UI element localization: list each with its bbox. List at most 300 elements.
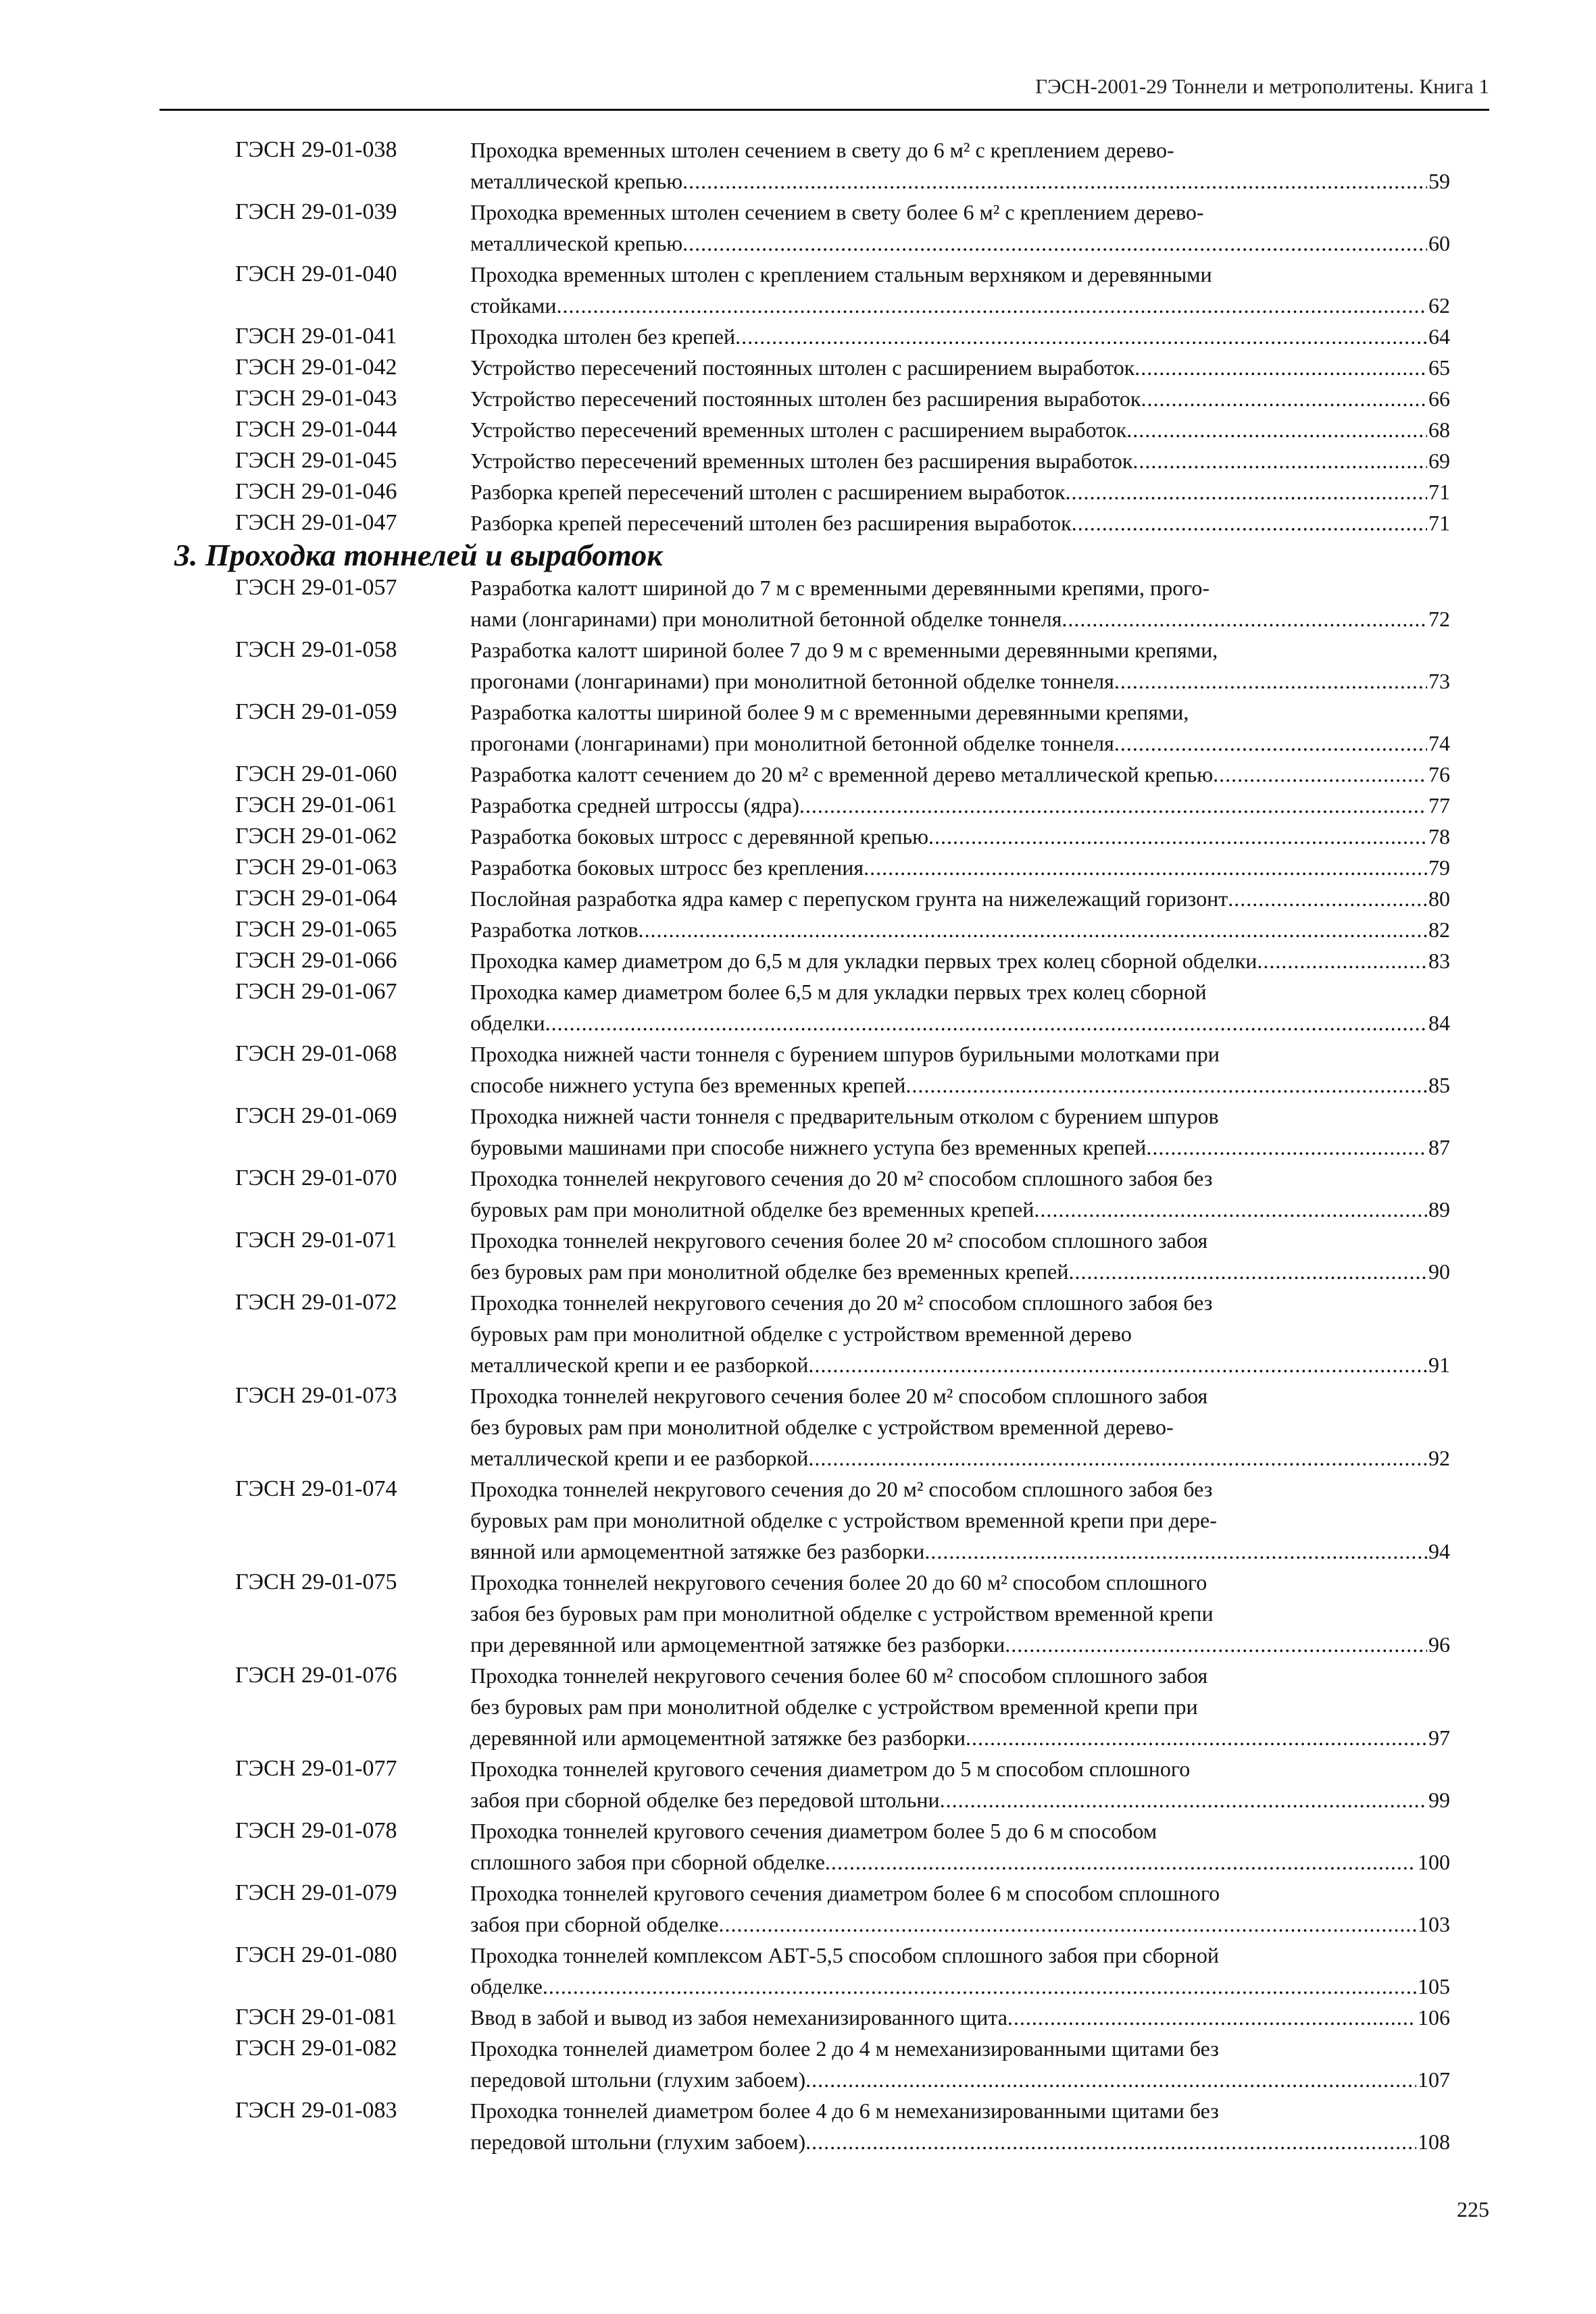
entry-title-text: при деревянной или армоцементной затяжке без разборки: [470, 1632, 1005, 1657]
toc-entry: [0, 1940, 1596, 2002]
entry-title-line: Проходка временных штолен сечением в свету более 6 м² с креплением дерево-: [470, 200, 1204, 224]
entry-title-line: Проходка камер диаметром более 6,5 м для укладки первых трех колец сборной: [470, 980, 1207, 1004]
entry-page-number: 78: [1428, 824, 1450, 849]
entry-title-text: Устройство пересечений временных штолен без расширения выработок: [470, 449, 1133, 473]
toc-entry: [0, 852, 1596, 883]
dot-leader: [940, 1784, 1427, 1815]
toc-entry: [0, 2095, 1596, 2157]
entry-page-number: 89: [1428, 1197, 1450, 1222]
entry-title-lines: [470, 1567, 1450, 1629]
entry-title-last-line: [470, 1784, 1450, 1815]
toc-group-after: [0, 572, 1596, 2157]
entry-title-lines: [470, 1038, 1450, 1070]
toc-entry: [0, 1753, 1596, 1815]
entry-title-text: Устройство пересечений постоянных штолен с расширением выработок: [470, 355, 1135, 380]
entry-title-line: Проходка тоннелей диаметром более 4 до 6 м немеханизированными щитами без: [470, 2098, 1219, 2123]
entry-title-text: металлической крепи и ее разборкой: [470, 1446, 809, 1470]
entry-page-number: 77: [1428, 793, 1450, 818]
entry-title-line: забоя без буровых рам при монолитной обделке с устройством временной крепи: [470, 1601, 1214, 1626]
entry-page-number: 90: [1428, 1259, 1450, 1284]
toc-entry: [0, 321, 1596, 352]
entry-title-text: обделке: [470, 1974, 543, 1998]
toc-entry: [0, 914, 1596, 945]
entry-page-number: 80: [1428, 886, 1450, 911]
toc-entry: [0, 1287, 1596, 1380]
entry-title-text: Проходка штолен без крепей: [470, 324, 736, 349]
entry-title: [470, 1878, 1450, 1940]
dot-leader: [1213, 759, 1427, 790]
entry-title-last-line: [470, 2064, 1450, 2095]
entry-title-lines: [470, 1287, 1450, 1349]
entry-title-lines: [470, 2033, 1450, 2064]
entry-title-last-line: [470, 352, 1450, 383]
entry-title-text: нами (лонгаринами) при монолитной бетонной обделке тоннеля: [470, 607, 1062, 631]
entry-code: ГЭСН 29-01-073: [235, 1383, 397, 1408]
entry-title-line: Проходка тоннелей комплексом АБТ-5,5 способом сплошного забоя при сборной: [470, 1943, 1219, 1967]
toc-entry: [0, 383, 1596, 414]
toc-entry: [0, 1163, 1596, 1225]
entry-title-last-line: [470, 476, 1450, 507]
entry-title: [470, 1753, 1450, 1815]
entry-code: ГЭСН 29-01-069: [235, 1103, 397, 1128]
entry-title-text: Послойная разработка ядра камер с перепуском грунта на нижележащий горизонт: [470, 886, 1228, 911]
entry-title-text: Разборка крепей пересечений штолен без расширения выработок: [470, 511, 1072, 535]
entry-title-last-line: [470, 1629, 1450, 1660]
entry-title: [470, 1163, 1450, 1225]
entry-code: ГЭСН 29-01-077: [235, 1756, 397, 1781]
entry-title: [470, 2002, 1450, 2033]
entry-code: ГЭСН 29-01-064: [235, 886, 397, 911]
entry-title-last-line: [470, 1442, 1450, 1474]
entry-code: ГЭСН 29-01-071: [235, 1228, 397, 1253]
dot-leader: [1146, 1132, 1427, 1163]
toc-entry: [0, 1567, 1596, 1660]
toc-entry: [0, 1878, 1596, 1940]
entry-page-number: 72: [1428, 607, 1450, 631]
entry-title-last-line: [470, 228, 1450, 259]
entry-title: [470, 476, 1450, 507]
entry-title: [470, 821, 1450, 852]
running-header: ГЭСН-2001-29 Тоннели и метрополитены. Книга 1: [1035, 74, 1489, 98]
entry-code: ГЭСН 29-01-068: [235, 1041, 397, 1066]
entry-title-line: Проходка тоннелей диаметром более 2 до 4 м немеханизированными щитами без: [470, 2036, 1219, 2061]
entry-title-lines: [470, 1163, 1450, 1194]
entry-title-last-line: [470, 2002, 1450, 2033]
entry-title-line: Проходка нижней части тоннеля с бурением шпуров бурильными молотками при: [470, 1042, 1220, 1066]
entry-title: [470, 2095, 1450, 2157]
entry-title-lines: [470, 976, 1450, 1007]
entry-code: ГЭСН 29-01-041: [235, 324, 397, 349]
toc-entry: [0, 476, 1596, 507]
dot-leader: [1126, 414, 1427, 445]
entry-title-line: Разработка калотт шириной до 7 м с временными деревянными крепями, прого-: [470, 576, 1210, 600]
entry-title-last-line: [470, 290, 1450, 321]
entry-title-lines: [470, 134, 1450, 166]
entry-title: [470, 852, 1450, 883]
entry-title-lines: [470, 1660, 1450, 1722]
entry-title: [470, 790, 1450, 821]
entry-title-last-line: [470, 445, 1450, 476]
entry-title-last-line: [470, 914, 1450, 945]
entry-title-text: передовой штольни (глухим забоем): [470, 2067, 806, 2092]
entry-page-number: 94: [1428, 1539, 1450, 1563]
entry-title-last-line: [470, 945, 1450, 976]
entry-page-number: 59: [1428, 169, 1450, 193]
entry-title-lines: [470, 697, 1450, 728]
dot-leader: [1134, 352, 1427, 383]
entry-page-number: 108: [1418, 2130, 1450, 2154]
entry-title-last-line: [470, 2126, 1450, 2157]
entry-title-last-line: [470, 1971, 1450, 2002]
section-heading: 3. Проходка тоннелей и выработок: [174, 538, 663, 572]
toc-entry: [0, 976, 1596, 1038]
entry-page-number: 74: [1428, 731, 1450, 755]
entry-title-last-line: [470, 603, 1450, 634]
entry-title-last-line: [470, 728, 1450, 759]
entry-title-lines: [470, 197, 1450, 228]
toc-group-before: [0, 134, 1596, 538]
entry-title: [470, 883, 1450, 914]
dot-leader: [928, 821, 1427, 852]
entry-page-number: 85: [1428, 1073, 1450, 1097]
entry-title-text: металлической крепью: [470, 169, 683, 193]
entry-code: ГЭСН 29-01-081: [235, 2005, 397, 2030]
entry-title-last-line: [470, 1132, 1450, 1163]
entry-title-text: Проходка камер диаметром до 6,5 м для укладки первых трех колец сборной обделки: [470, 949, 1257, 973]
entry-title-last-line: [470, 507, 1450, 538]
entry-page-number: 100: [1418, 1850, 1450, 1874]
header-rule: [159, 109, 1489, 111]
toc-entry: [0, 445, 1596, 476]
entry-title-text: обделки: [470, 1011, 545, 1035]
entry-title-text: металлической крепи и ее разборкой: [470, 1353, 809, 1377]
entry-title-last-line: [470, 852, 1450, 883]
entry-title-text: способе нижнего уступа без временных крепей: [470, 1073, 906, 1097]
dot-leader: [1034, 1194, 1427, 1225]
toc-entry: [0, 1038, 1596, 1101]
entry-title: [470, 1474, 1450, 1567]
entry-title-last-line: [470, 321, 1450, 352]
entry-title-line: Разработка калотты шириной более 9 м с временными деревянными крепями,: [470, 700, 1189, 724]
entry-title-line: Проходка временных штолен с креплением стальным верхняком и деревянными: [470, 262, 1212, 286]
entry-page-number: 107: [1418, 2067, 1450, 2092]
entry-page-number: 99: [1428, 1788, 1450, 1812]
toc-entry: [0, 634, 1596, 697]
entry-code: ГЭСН 29-01-076: [235, 1663, 397, 1688]
entry-title: [470, 1660, 1450, 1753]
dot-leader: [1005, 1629, 1427, 1660]
entry-code: ГЭСН 29-01-043: [235, 386, 397, 411]
entry-title-text: сплошного забоя при сборной обделке: [470, 1850, 825, 1874]
entry-title: [470, 2033, 1450, 2095]
entry-title: [470, 1567, 1450, 1660]
toc-entry: [0, 414, 1596, 445]
entry-page-number: 79: [1428, 855, 1450, 880]
dot-leader: [682, 228, 1427, 259]
entry-title: [470, 1225, 1450, 1287]
entry-code: ГЭСН 29-01-062: [235, 824, 397, 849]
dot-leader: [825, 1846, 1416, 1878]
entry-title-lines: [470, 634, 1450, 665]
entry-code: ГЭСН 29-01-039: [235, 199, 397, 224]
dot-leader: [966, 1722, 1427, 1753]
entry-title: [470, 945, 1450, 976]
entry-title-line: буровых рам при монолитной обделке с устройством временной крепи при дере-: [470, 1508, 1217, 1532]
entry-code: ГЭСН 29-01-072: [235, 1290, 397, 1315]
dot-leader: [543, 1971, 1416, 2002]
entry-title-lines: [470, 572, 1450, 603]
entry-page-number: 64: [1428, 324, 1450, 349]
entry-title-text: металлической крепью: [470, 231, 683, 255]
entry-title: [470, 1101, 1450, 1163]
entry-title-text: прогонами (лонгаринами) при монолитной бетонной обделке тоннеля: [470, 731, 1114, 755]
toc-entry: [0, 507, 1596, 538]
entry-title: [470, 1815, 1450, 1878]
dot-leader: [1228, 883, 1427, 914]
table-of-contents: [0, 134, 1596, 2157]
entry-page-number: 68: [1428, 418, 1450, 442]
entry-title-line: Проходка тоннелей некругового сечения до 20 м² способом сплошного забоя без: [470, 1477, 1213, 1501]
entry-title-lines: [470, 1101, 1450, 1132]
toc-entry: [0, 759, 1596, 790]
entry-title-line: Проходка тоннелей некругового сечения более 20 до 60 м² способом сплошного: [470, 1570, 1207, 1594]
entry-title-last-line: [470, 1722, 1450, 1753]
entry-page-number: 65: [1428, 355, 1450, 380]
entry-title-line: Проходка нижней части тоннеля с предварительным отколом с бурением шпуров: [470, 1104, 1219, 1128]
dot-leader: [682, 166, 1427, 197]
entry-title-line: Проходка тоннелей кругового сечения диаметром более 5 до 6 м способом: [470, 1819, 1157, 1843]
dot-leader: [799, 790, 1427, 821]
entry-title-lines: [470, 1474, 1450, 1536]
entry-title-text: Устройство пересечений временных штолен с расширением выработок: [470, 418, 1127, 442]
dot-leader: [808, 1442, 1427, 1474]
entry-title-text: забоя при сборной обделке без передовой штольни: [470, 1788, 940, 1812]
toc-entry: [0, 1225, 1596, 1287]
entry-title-lines: [470, 1815, 1450, 1846]
entry-page-number: 71: [1428, 511, 1450, 535]
entry-title: [470, 697, 1450, 759]
toc-entry: [0, 572, 1596, 634]
entry-page-number: 83: [1428, 949, 1450, 973]
dot-leader: [545, 1007, 1427, 1038]
entry-title-text: стойками: [470, 293, 557, 318]
dot-leader: [805, 2064, 1416, 2095]
toc-entry: [0, 1474, 1596, 1567]
entry-title-text: вянной или армоцементной затяжке без разборки: [470, 1539, 925, 1563]
entry-page-number: 91: [1428, 1353, 1450, 1377]
entry-title-text: передовой штольни (глухим забоем): [470, 2130, 806, 2154]
entry-title-line: Проходка тоннелей кругового сечения диаметром более 6 м способом сплошного: [470, 1881, 1220, 1905]
entry-code: ГЭСН 29-01-078: [235, 1818, 397, 1843]
entry-title-line: Проходка временных штолен сечением в свету до 6 м² с креплением дерево-: [470, 138, 1174, 162]
entry-title-line: Проходка тоннелей кругового сечения диаметром до 5 м способом сплошного: [470, 1757, 1191, 1781]
page-number: 225: [1457, 2197, 1489, 2221]
entry-title-lines: [470, 1940, 1450, 1971]
dot-leader: [1066, 476, 1427, 507]
entry-title-text: забоя при сборной обделке: [470, 1912, 719, 1936]
entry-page-number: 76: [1428, 762, 1450, 786]
entry-code: ГЭСН 29-01-040: [235, 261, 397, 286]
entry-page-number: 105: [1418, 1974, 1450, 1998]
entry-title-last-line: [470, 414, 1450, 445]
entry-title-lines: [470, 1753, 1450, 1784]
entry-page-number: 103: [1418, 1912, 1450, 1936]
dot-leader: [1114, 728, 1427, 759]
entry-code: ГЭСН 29-01-080: [235, 1942, 397, 1967]
dot-leader: [1062, 603, 1427, 634]
entry-page-number: 87: [1428, 1135, 1450, 1159]
entry-page-number: 92: [1428, 1446, 1450, 1470]
toc-entry: [0, 883, 1596, 914]
entry-code: ГЭСН 29-01-047: [235, 510, 397, 535]
entry-title-text: Разработка калотт сечением до 20 м² с временной дерево металлической крепью: [470, 762, 1214, 786]
entry-code: ГЭСН 29-01-060: [235, 761, 397, 786]
entry-title-text: Разработка боковых штросс без крепления: [470, 855, 864, 880]
entry-code: ГЭСН 29-01-065: [235, 917, 397, 942]
entry-title-text: Ввод в забой и вывод из забоя немеханизированного щита: [470, 2005, 1007, 2030]
entry-title: [470, 1940, 1450, 2002]
dot-leader: [805, 2126, 1416, 2157]
entry-title-line: Разработка калотт шириной более 7 до 9 м с временными деревянными крепями,: [470, 638, 1218, 662]
entry-title: [470, 259, 1450, 321]
entry-title-last-line: [470, 1349, 1450, 1380]
dot-leader: [1141, 383, 1427, 414]
entry-title-last-line: [470, 383, 1450, 414]
entry-code: ГЭСН 29-01-082: [235, 2036, 397, 2061]
toc-entry: [0, 1101, 1596, 1163]
entry-title-line: буровых рам при монолитной обделке с устройством временной дерево: [470, 1322, 1132, 1346]
dot-leader: [808, 1349, 1427, 1380]
entry-code: ГЭСН 29-01-045: [235, 448, 397, 473]
entry-title-last-line: [470, 665, 1450, 697]
toc-entry: [0, 1380, 1596, 1474]
entry-code: ГЭСН 29-01-044: [235, 417, 397, 442]
entry-code: ГЭСН 29-01-059: [235, 699, 397, 724]
entry-title-text: буровых рам при монолитной обделке без временных крепей: [470, 1197, 1034, 1222]
entry-title-lines: [470, 259, 1450, 290]
toc-entry: [0, 352, 1596, 383]
entry-title-line: Проходка тоннелей некругового сечения более 20 м² способом сплошного забоя: [470, 1228, 1208, 1253]
entry-title-lines: [470, 1380, 1450, 1442]
entry-title: [470, 445, 1450, 476]
entry-title-last-line: [470, 790, 1450, 821]
toc-entry: [0, 2033, 1596, 2095]
entry-code: ГЭСН 29-01-063: [235, 855, 397, 880]
entry-title: [470, 759, 1450, 790]
entry-title-last-line: [470, 1536, 1450, 1567]
entry-title-text: Разработка средней штроссы (ядра): [470, 793, 799, 818]
entry-code: ГЭСН 29-01-042: [235, 355, 397, 380]
toc-entry: [0, 1660, 1596, 1753]
entry-title-text: прогонами (лонгаринами) при монолитной бетонной обделке тоннеля: [470, 669, 1114, 693]
entry-title: [470, 507, 1450, 538]
toc-entry: [0, 2002, 1596, 2033]
entry-code: ГЭСН 29-01-079: [235, 1880, 397, 1905]
entry-title: [470, 976, 1450, 1038]
toc-entry: [0, 259, 1596, 321]
dot-leader: [639, 914, 1427, 945]
entry-title: [470, 1287, 1450, 1380]
entry-title-line: Проходка тоннелей некругового сечения более 20 м² способом сплошного забоя: [470, 1384, 1208, 1408]
entry-title-last-line: [470, 1070, 1450, 1101]
toc-entry: [0, 134, 1596, 197]
entry-title-last-line: [470, 759, 1450, 790]
dot-leader: [1257, 945, 1427, 976]
dot-leader: [905, 1070, 1427, 1101]
entry-page-number: 84: [1428, 1011, 1450, 1035]
entry-title: [470, 383, 1450, 414]
entry-title: [470, 1380, 1450, 1474]
dot-leader: [557, 290, 1427, 321]
entry-title-text: деревянной или армоцементной затяжке без разборки: [470, 1726, 966, 1750]
entry-title: [470, 352, 1450, 383]
entry-title-last-line: [470, 166, 1450, 197]
entry-title: [470, 634, 1450, 697]
entry-title-line: без буровых рам при монолитной обделке с устройством временной дерево-: [470, 1415, 1174, 1439]
entry-page-number: 97: [1428, 1726, 1450, 1750]
entry-page-number: 106: [1418, 2005, 1450, 2030]
dot-leader: [1072, 507, 1427, 538]
entry-title-line: Проходка тоннелей некругового сечения до 20 м² способом сплошного забоя без: [470, 1166, 1213, 1190]
entry-title: [470, 572, 1450, 634]
entry-title-last-line: [470, 821, 1450, 852]
entry-title-text: Разработка боковых штросс с деревянной крепью: [470, 824, 929, 849]
entry-title: [470, 197, 1450, 259]
entry-code: ГЭСН 29-01-075: [235, 1569, 397, 1594]
entry-title: [470, 321, 1450, 352]
entry-code: ГЭСН 29-01-066: [235, 948, 397, 973]
entry-code: ГЭСН 29-01-038: [235, 137, 397, 162]
entry-title-text: Разборка крепей пересечений штолен с расширением выработок: [470, 480, 1066, 504]
toc-entry: [0, 197, 1596, 259]
entry-title: [470, 414, 1450, 445]
entry-title-last-line: [470, 883, 1450, 914]
dot-leader: [719, 1909, 1417, 1940]
toc-entry: [0, 821, 1596, 852]
entry-title-text: Разработка лотков: [470, 917, 639, 942]
entry-code: ГЭСН 29-01-083: [235, 2098, 397, 2123]
entry-title-line: без буровых рам при монолитной обделке с устройством временной крепи при: [470, 1694, 1198, 1719]
dot-leader: [1007, 2002, 1416, 2033]
entry-code: ГЭСН 29-01-074: [235, 1476, 397, 1501]
entry-code: ГЭСН 29-01-058: [235, 637, 397, 662]
dot-leader: [1132, 445, 1427, 476]
entry-title-last-line: [470, 1846, 1450, 1878]
dot-leader: [1114, 665, 1427, 697]
entry-page-number: 73: [1428, 669, 1450, 693]
dot-leader: [735, 321, 1427, 352]
entry-code: ГЭСН 29-01-046: [235, 479, 397, 504]
dot-leader: [924, 1536, 1427, 1567]
entry-code: ГЭСН 29-01-061: [235, 793, 397, 818]
dot-leader: [864, 852, 1427, 883]
entry-page-number: 69: [1428, 449, 1450, 473]
entry-title-lines: [470, 1225, 1450, 1256]
toc-entry: [0, 1815, 1596, 1878]
toc-entry: [0, 945, 1596, 976]
dot-leader: [1068, 1256, 1427, 1287]
entry-code: ГЭСН 29-01-067: [235, 979, 397, 1004]
entry-title-lines: [470, 1878, 1450, 1909]
entry-title-text: без буровых рам при монолитной обделке без временных крепей: [470, 1259, 1069, 1284]
entry-title: [470, 1038, 1450, 1101]
entry-page-number: 66: [1428, 386, 1450, 411]
entry-title-last-line: [470, 1256, 1450, 1287]
entry-title-text: Устройство пересечений постоянных штолен без расширения выработок: [470, 386, 1141, 411]
entry-title-last-line: [470, 1007, 1450, 1038]
entry-code: ГЭСН 29-01-057: [235, 575, 397, 600]
toc-entry: [0, 790, 1596, 821]
